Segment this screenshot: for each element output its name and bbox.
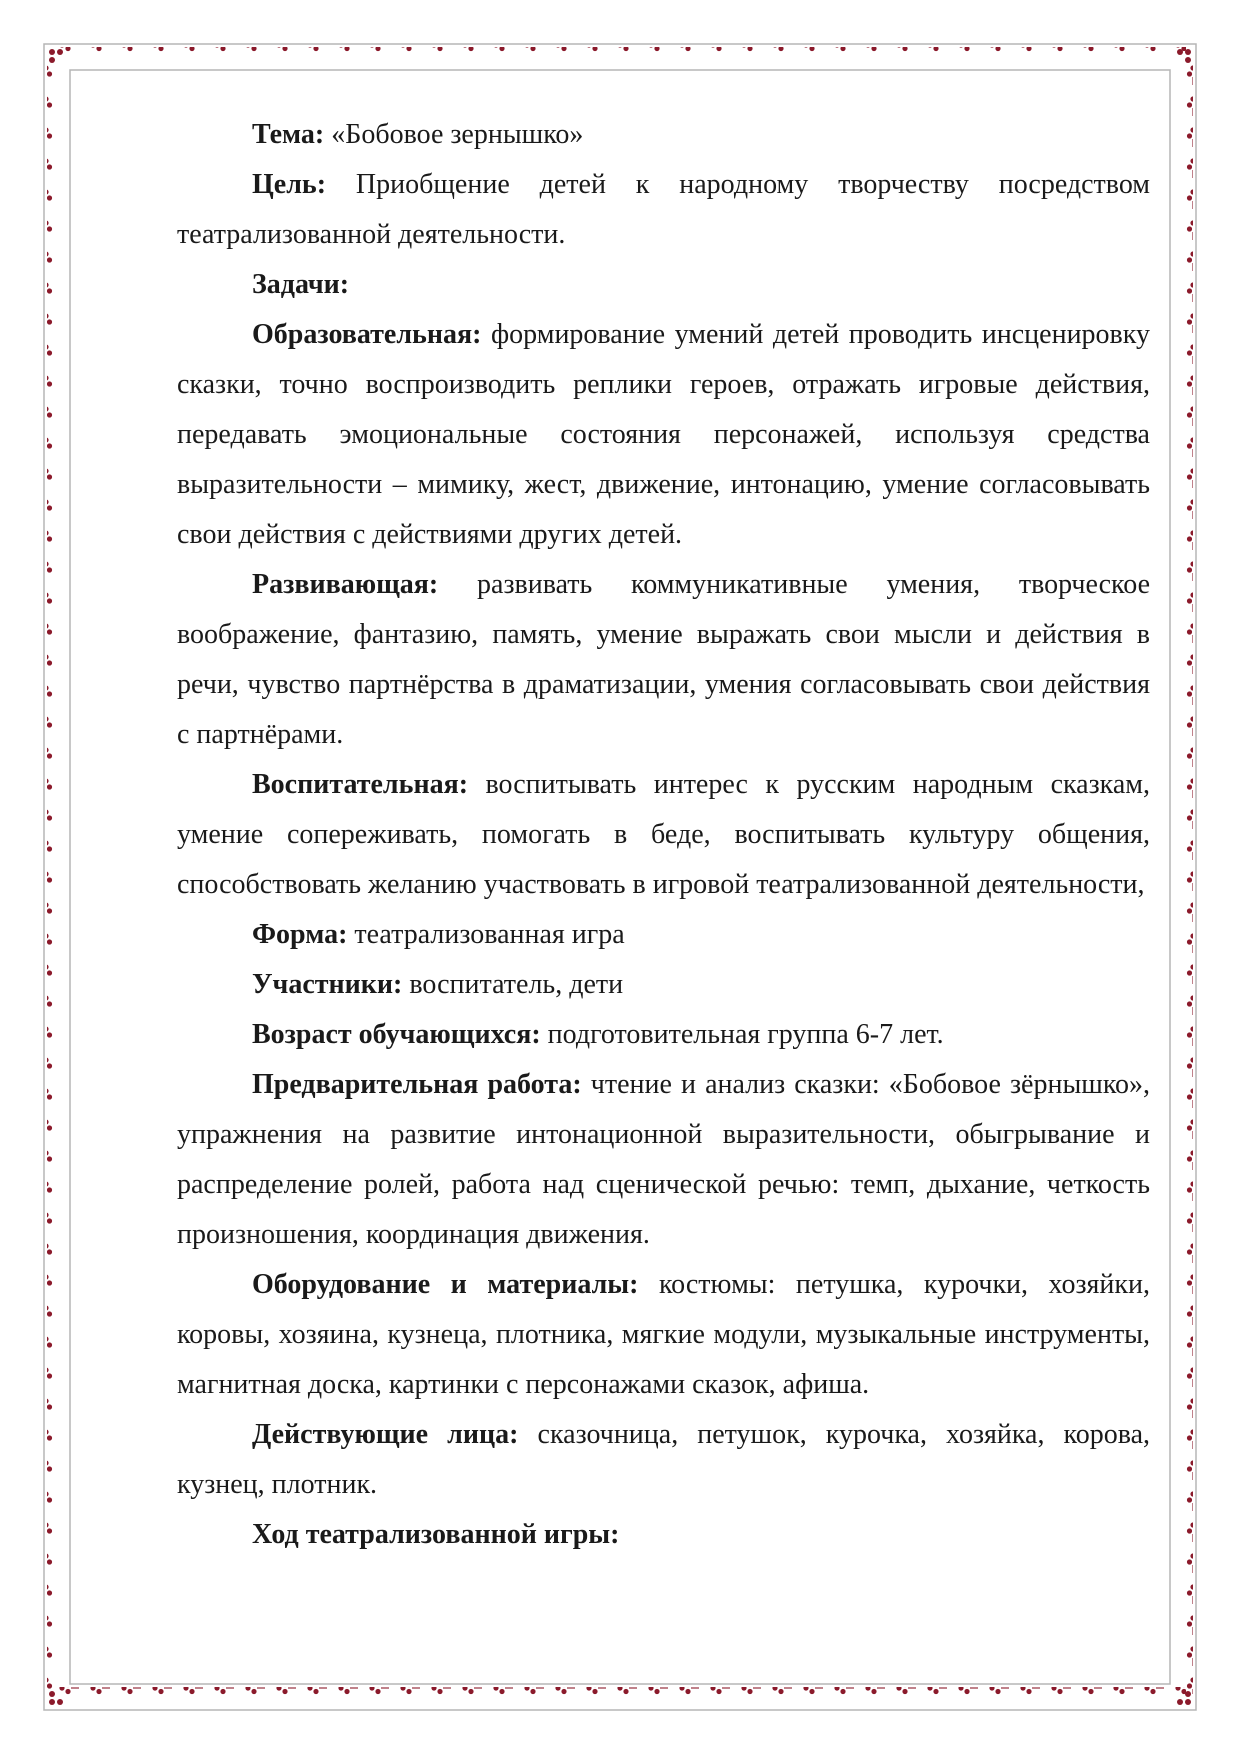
paragraph-text: театрализованная игра: [347, 919, 625, 950]
developmental-task-paragraph: [177, 560, 1150, 760]
paragraph-text: формирование умений детей проводить инсценировку сказки, точно воспроизводить реплики героев, отражать игровые действия, передавать эмоциональные состояния персонажей, используя средства выразительности – мимику, жест, движение, интонацию, умение согласовывать свои действия с действиями других детей.: [177, 319, 1150, 550]
paragraph-text: чтение и анализ сказки: «Бобовое зёрнышко», упражнения на развитие интонационной выразительности, обыгрывание и распределение ролей, работа над сценической речью: темп, дыхание, четкость произношения, координация движения.: [177, 1069, 1151, 1250]
upbringing-task-paragraph: [177, 760, 1150, 910]
paragraph-label: Действующие лица:: [252, 1419, 519, 1450]
paragraph-text: «Бобовое зернышко»: [324, 119, 584, 150]
paragraph-label: Участники:: [252, 969, 403, 1000]
participants-paragraph: [177, 960, 1150, 1010]
paragraph-label: Оборудование и материалы:: [252, 1269, 639, 1300]
paragraph-text: воспитывать интерес к русским народным сказкам, умение сопереживать, помогать в беде, воспитывать культуру общения, способствовать желанию участвовать в игровой театрализованной деятельности,: [177, 769, 1150, 900]
educational-task-paragraph: [177, 310, 1150, 560]
paragraph-text: подготовительная группа 6-7 лет.: [540, 1019, 944, 1050]
equipment-paragraph: [177, 1260, 1150, 1410]
form-paragraph: [177, 910, 1150, 960]
paragraph-label: Форма:: [252, 919, 348, 950]
preliminary-work-paragraph: [177, 1060, 1150, 1260]
document-body: [177, 110, 1150, 1560]
age-paragraph: [177, 1010, 1150, 1060]
topic-paragraph: [177, 110, 1150, 160]
paragraph-label: Образовательная:: [252, 319, 482, 350]
paragraph-text: сказочница, петушок, курочка, хозяйка, корова, кузнец, плотник.: [177, 1419, 1150, 1500]
paragraph-label: Цель:: [252, 169, 327, 200]
paragraph-label: Предварительная работа:: [252, 1069, 582, 1100]
paragraph-label: Задачи:: [252, 269, 350, 300]
paragraph-label: Развивающая:: [252, 569, 439, 600]
goal-paragraph: [177, 160, 1150, 260]
paragraph-label: Воспитательная:: [252, 769, 469, 800]
characters-paragraph: [177, 1410, 1150, 1510]
paragraph-text: развивать коммуникативные умения, творческое воображение, фантазию, память, умение выражать свои мысли и действия в речи, чувство партнёрства в драматизации, умения согласовывать свои действия с партнёрами.: [177, 569, 1150, 750]
paragraph-label: Тема:: [252, 119, 325, 150]
paragraph-text: костюмы: петушка, курочки, хозяйки, коровы, хозяина, кузнеца, плотника, мягкие модули, музыкальные инструменты, магнитная доска, картинки с персонажами сказок, афиша.: [177, 1269, 1150, 1400]
paragraph-label: Возраст обучающихся:: [252, 1019, 541, 1050]
paragraph-text: Приобщение детей к народному творчеству посредством театрализованной деятельности.: [177, 169, 1150, 250]
game-progress-heading: [177, 1510, 1150, 1560]
paragraph-label: Ход театрализованной игры:: [252, 1519, 620, 1550]
paragraph-text: воспитатель, дети: [402, 969, 624, 1000]
tasks-heading: [177, 260, 1150, 310]
